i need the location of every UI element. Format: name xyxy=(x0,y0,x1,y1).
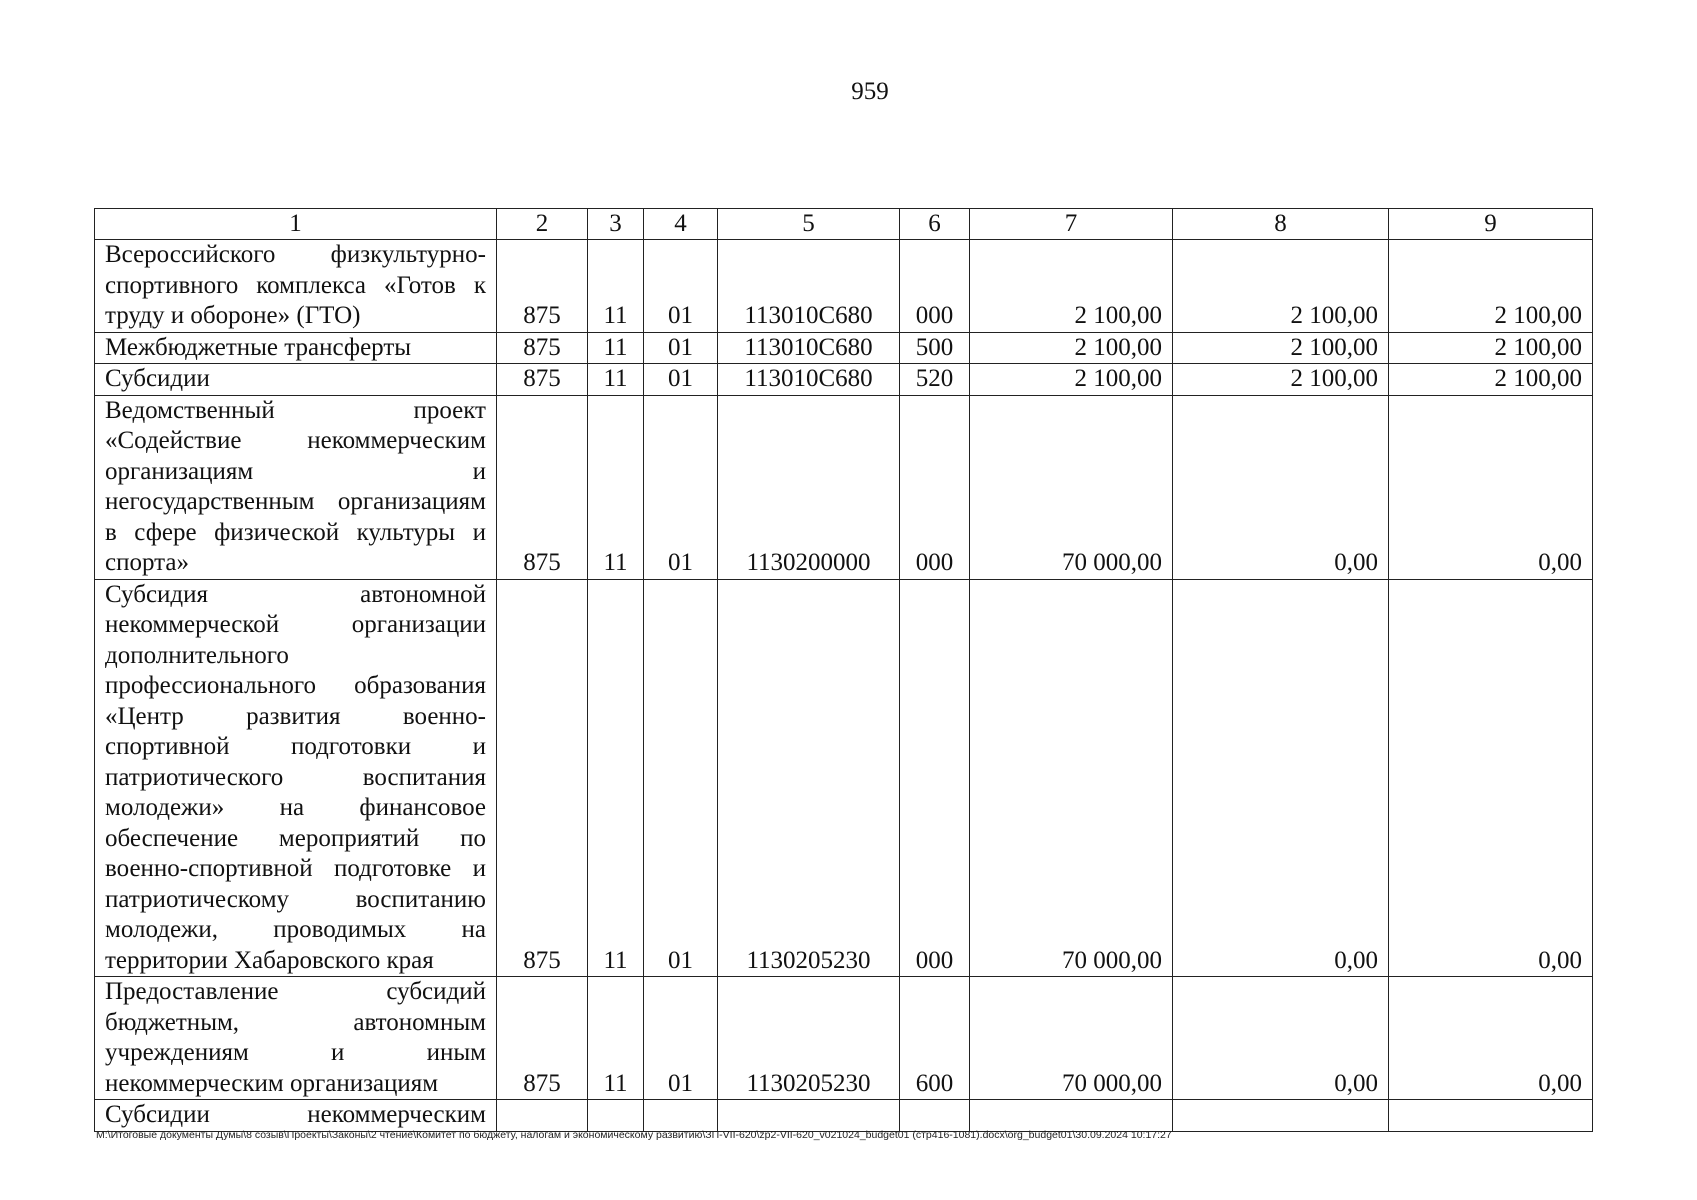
cell-col5 xyxy=(718,1100,900,1132)
cell-col3: 11 xyxy=(588,332,644,364)
cell-col4: 01 xyxy=(644,332,718,364)
cell-col5: 113010С680 xyxy=(718,332,900,364)
row-name: Субсидии xyxy=(95,364,497,396)
cell-col6: 000 xyxy=(900,395,970,579)
cell-col7: 70 000,00 xyxy=(970,395,1173,579)
column-header-1: 1 xyxy=(95,209,497,240)
header-row xyxy=(95,209,1593,240)
cell-col2: 875 xyxy=(497,977,588,1100)
cell-col6: 520 xyxy=(900,364,970,396)
column-header-5: 5 xyxy=(718,209,900,240)
column-header-7: 7 xyxy=(970,209,1173,240)
cell-col8 xyxy=(1173,1100,1389,1132)
cell-col7: 2 100,00 xyxy=(970,332,1173,364)
cell-col7: 70 000,00 xyxy=(970,579,1173,977)
row-name: Межбюджетные трансферты xyxy=(95,332,497,364)
cell-col9: 0,00 xyxy=(1389,579,1593,977)
table-row xyxy=(95,579,1593,977)
table-row xyxy=(95,977,1593,1100)
cell-col7 xyxy=(970,1100,1173,1132)
cell-col2: 875 xyxy=(497,364,588,396)
cell-col6: 500 xyxy=(900,332,970,364)
cell-col4: 01 xyxy=(644,395,718,579)
cell-col8: 2 100,00 xyxy=(1173,364,1389,396)
cell-col2: 875 xyxy=(497,395,588,579)
cell-col6 xyxy=(900,1100,970,1132)
row-name: Субсидии некоммерческим xyxy=(95,1100,497,1132)
row-name: Ведомственный проект «Содействие некоммерческим организациям и негосударственным организациям в сфере физической культуры и спорта» xyxy=(95,395,497,579)
cell-col8: 2 100,00 xyxy=(1173,240,1389,333)
cell-col3: 11 xyxy=(588,579,644,977)
cell-col7: 2 100,00 xyxy=(970,240,1173,333)
cell-col3: 11 xyxy=(588,977,644,1100)
table-row xyxy=(95,364,1593,396)
cell-col3: 11 xyxy=(588,240,644,333)
cell-col2: 875 xyxy=(497,332,588,364)
cell-col6: 000 xyxy=(900,240,970,333)
cell-col8: 0,00 xyxy=(1173,579,1389,977)
cell-col4: 01 xyxy=(644,240,718,333)
column-header-6: 6 xyxy=(900,209,970,240)
cell-col3 xyxy=(588,1100,644,1132)
table-row xyxy=(95,1100,1593,1132)
cell-col4: 01 xyxy=(644,977,718,1100)
row-name: Субсидия автономной некоммерческой организации дополнительного профессионального образования «Центр развития военно-спортивной подготовки и патриотического воспитания молодежи» на финансовое обеспечение мероприятий по военно-спортивной подготовке и патриотическому воспитанию молодежи, проводимых на территории Хабаровского края xyxy=(95,579,497,977)
column-header-3: 3 xyxy=(588,209,644,240)
cell-col6: 000 xyxy=(900,579,970,977)
cell-col3: 11 xyxy=(588,395,644,579)
cell-col8: 2 100,00 xyxy=(1173,332,1389,364)
cell-col9: 2 100,00 xyxy=(1389,364,1593,396)
row-name: Всероссийского физкультурно-спортивного комплекса «Готов к труду и обороне» (ГТО) xyxy=(95,240,497,333)
cell-col4: 01 xyxy=(644,364,718,396)
cell-col9: 0,00 xyxy=(1389,395,1593,579)
cell-col2 xyxy=(497,1100,588,1132)
cell-col9: 2 100,00 xyxy=(1389,240,1593,333)
budget-table xyxy=(94,208,1593,1132)
cell-col9: 2 100,00 xyxy=(1389,332,1593,364)
table-row xyxy=(95,395,1593,579)
cell-col5: 1130205230 xyxy=(718,579,900,977)
column-header-9: 9 xyxy=(1389,209,1593,240)
cell-col5: 113010С680 xyxy=(718,364,900,396)
cell-col5: 113010С680 xyxy=(718,240,900,333)
cell-col9 xyxy=(1389,1100,1593,1132)
table-row xyxy=(95,240,1593,333)
file-path-footer: М:\Итоговые документы Думы\8 созыв\Проекты\Законы\2 чтение\Комитет по бюджету, налогам и экономическому развитию\ЗП-VII-620\zp2-VII-620_v021024_budget01 (стр416-1081).docx\org_budget01\30.09.2024 10:17:27 xyxy=(96,1129,1172,1141)
cell-col5: 1130200000 xyxy=(718,395,900,579)
cell-col7: 70 000,00 xyxy=(970,977,1173,1100)
cell-col5: 1130205230 xyxy=(718,977,900,1100)
cell-col3: 11 xyxy=(588,364,644,396)
cell-col4 xyxy=(644,1100,718,1132)
cell-col4: 01 xyxy=(644,579,718,977)
cell-col6: 600 xyxy=(900,977,970,1100)
row-name: Предоставление субсидий бюджетным, автономным учреждениям и иным некоммерческим организациям xyxy=(95,977,497,1100)
cell-col9: 0,00 xyxy=(1389,977,1593,1100)
column-header-2: 2 xyxy=(497,209,588,240)
cell-col2: 875 xyxy=(497,240,588,333)
cell-col8: 0,00 xyxy=(1173,977,1389,1100)
cell-col2: 875 xyxy=(497,579,588,977)
cell-col8: 0,00 xyxy=(1173,395,1389,579)
page-number: 959 xyxy=(851,78,889,105)
cell-col7: 2 100,00 xyxy=(970,364,1173,396)
table-row xyxy=(95,332,1593,364)
column-header-4: 4 xyxy=(644,209,718,240)
column-header-8: 8 xyxy=(1173,209,1389,240)
